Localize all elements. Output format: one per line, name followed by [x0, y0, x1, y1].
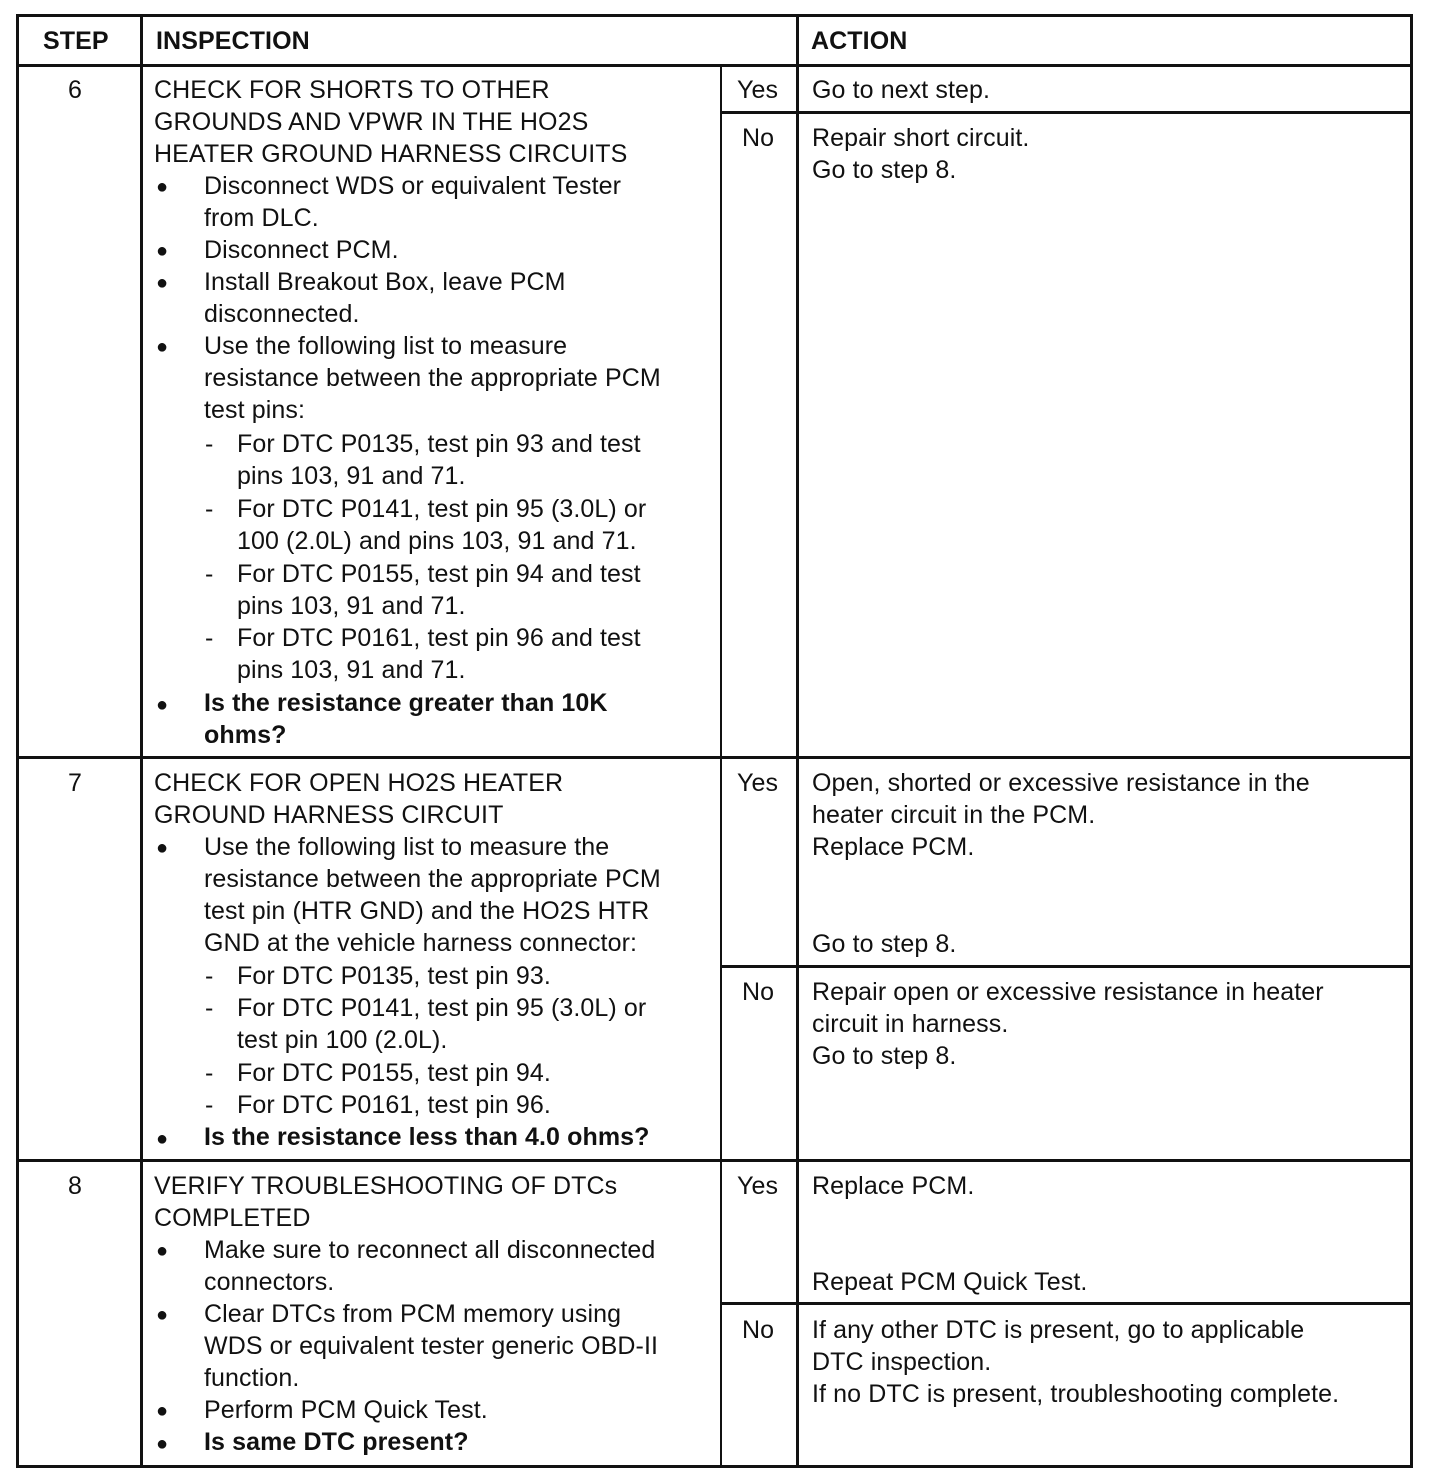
row-divider-6-7: [16, 756, 1413, 759]
table-border-left: [16, 14, 19, 1468]
no-label: No: [742, 1316, 775, 1344]
dash-icon: -: [205, 624, 214, 652]
dash-icon: -: [205, 962, 214, 990]
question-text: ohms?: [204, 721, 287, 749]
subitem-text: For DTC P0155, test pin 94 and test: [237, 560, 641, 588]
bullet-icon: ●: [156, 1240, 169, 1262]
question-text: Is the resistance less than 4.0 ohms?: [204, 1123, 650, 1151]
subitem-text: For DTC P0161, test pin 96.: [237, 1091, 551, 1119]
inspection-title-line: HEATER GROUND HARNESS CIRCUITS: [154, 140, 628, 168]
bullet-text: from DLC.: [204, 204, 319, 232]
inspection-title-line: GROUNDS AND VPWR IN THE HO2S: [154, 108, 589, 136]
header-action: ACTION: [811, 27, 908, 55]
subitem-text: pins 103, 91 and 71.: [237, 592, 466, 620]
col-divider-yesno: [720, 64, 722, 1468]
action-text: If no DTC is present, troubleshooting complete.: [812, 1380, 1340, 1408]
subitem-text: For DTC P0141, test pin 95 (3.0L) or: [237, 495, 647, 523]
dash-icon: -: [205, 1091, 214, 1119]
bullet-icon: ●: [156, 694, 169, 716]
table-border-top: [16, 14, 1413, 17]
bullet-icon: ●: [156, 176, 169, 198]
subitem-text: test pin 100 (2.0L).: [237, 1026, 448, 1054]
table-border-bottom: [16, 1465, 1413, 1468]
bullet-text: GND at the vehicle harness connector:: [204, 929, 638, 957]
no-label: No: [742, 978, 775, 1006]
yesno-divider-8: [720, 1302, 1413, 1305]
action-text: Replace PCM.: [812, 833, 975, 861]
yes-label: Yes: [737, 76, 779, 104]
inspection-title-line: COMPLETED: [154, 1204, 311, 1232]
col-divider-step: [140, 14, 143, 1468]
action-text: heater circuit in the PCM.: [812, 801, 1096, 829]
subitem-text: For DTC P0135, test pin 93.: [237, 962, 551, 990]
bullet-icon: ●: [156, 336, 169, 358]
bullet-text: Disconnect WDS or equivalent Tester: [204, 172, 622, 200]
bullet-icon: ●: [156, 272, 169, 294]
action-text: Go to step 8.: [812, 1042, 957, 1070]
subitem-text: 100 (2.0L) and pins 103, 91 and 71.: [237, 527, 637, 555]
subitem-text: For DTC P0161, test pin 96 and test: [237, 624, 641, 652]
dash-icon: -: [205, 1059, 214, 1087]
yes-label: Yes: [737, 769, 779, 797]
bullet-icon: ●: [156, 837, 169, 859]
subitem-text: pins 103, 91 and 71.: [237, 462, 466, 490]
action-text: Open, shorted or excessive resistance in the: [812, 769, 1310, 797]
action-text: Repair short circuit.: [812, 124, 1030, 152]
subitem-text: For DTC P0141, test pin 95 (3.0L) or: [237, 994, 647, 1022]
inspection-title-line: VERIFY TROUBLESHOOTING OF DTCs: [154, 1172, 618, 1200]
row-divider-7-8: [16, 1159, 1413, 1162]
action-text: Repair open or excessive resistance in heater: [812, 978, 1324, 1006]
step-number: 6: [68, 76, 83, 104]
no-label: No: [742, 124, 775, 152]
action-text: If any other DTC is present, go to applicable: [812, 1316, 1305, 1344]
col-divider-action: [796, 14, 799, 1468]
dash-icon: -: [205, 560, 214, 588]
header-row-divider: [16, 64, 1413, 67]
action-text: Repeat PCM Quick Test.: [812, 1268, 1088, 1296]
header-inspection: INSPECTION: [156, 27, 310, 55]
dash-icon: -: [205, 495, 214, 523]
bullet-text: Use the following list to measure: [204, 332, 568, 360]
inspection-title-line: GROUND HARNESS CIRCUIT: [154, 801, 504, 829]
dash-icon: -: [205, 994, 214, 1022]
question-text: Is same DTC present?: [204, 1428, 469, 1456]
yesno-divider-7: [720, 965, 1413, 968]
action-text: Go to next step.: [812, 76, 991, 104]
subitem-text: pins 103, 91 and 71.: [237, 656, 466, 684]
action-text: Replace PCM.: [812, 1172, 975, 1200]
bullet-text: Install Breakout Box, leave PCM: [204, 268, 566, 296]
bullet-text: disconnected.: [204, 300, 360, 328]
question-text: Is the resistance greater than 10K: [204, 689, 608, 717]
bullet-icon: ●: [156, 1304, 169, 1326]
bullet-text: Make sure to reconnect all disconnected: [204, 1236, 656, 1264]
bullet-icon: ●: [156, 240, 169, 262]
yes-label: Yes: [737, 1172, 779, 1200]
bullet-text: test pins:: [204, 396, 306, 424]
bullet-text: resistance between the appropriate PCM: [204, 364, 661, 392]
bullet-text: connectors.: [204, 1268, 335, 1296]
action-text: Go to step 8.: [812, 156, 957, 184]
bullet-text: WDS or equivalent tester generic OBD-II: [204, 1332, 659, 1360]
bullet-icon: ●: [156, 1128, 169, 1150]
header-step: STEP: [43, 27, 109, 55]
step-number: 8: [68, 1172, 83, 1200]
inspection-title-line: CHECK FOR OPEN HO2S HEATER: [154, 769, 564, 797]
action-text: DTC inspection.: [812, 1348, 992, 1376]
bullet-text: function.: [204, 1364, 300, 1392]
table-border-right: [1410, 14, 1413, 1468]
subitem-text: For DTC P0135, test pin 93 and test: [237, 430, 641, 458]
bullet-icon: ●: [156, 1433, 169, 1455]
yesno-divider-6: [720, 111, 1413, 114]
action-text: circuit in harness.: [812, 1010, 1009, 1038]
subitem-text: For DTC P0155, test pin 94.: [237, 1059, 551, 1087]
dash-icon: -: [205, 430, 214, 458]
bullet-icon: ●: [156, 1400, 169, 1422]
bullet-text: test pin (HTR GND) and the HO2S HTR: [204, 897, 650, 925]
action-text: Go to step 8.: [812, 930, 957, 958]
inspection-title-line: CHECK FOR SHORTS TO OTHER: [154, 76, 550, 104]
bullet-text: Clear DTCs from PCM memory using: [204, 1300, 622, 1328]
bullet-text: Use the following list to measure the: [204, 833, 610, 861]
bullet-text: resistance between the appropriate PCM: [204, 865, 661, 893]
bullet-text: Perform PCM Quick Test.: [204, 1396, 488, 1424]
bullet-text: Disconnect PCM.: [204, 236, 399, 264]
step-number: 7: [68, 769, 83, 797]
